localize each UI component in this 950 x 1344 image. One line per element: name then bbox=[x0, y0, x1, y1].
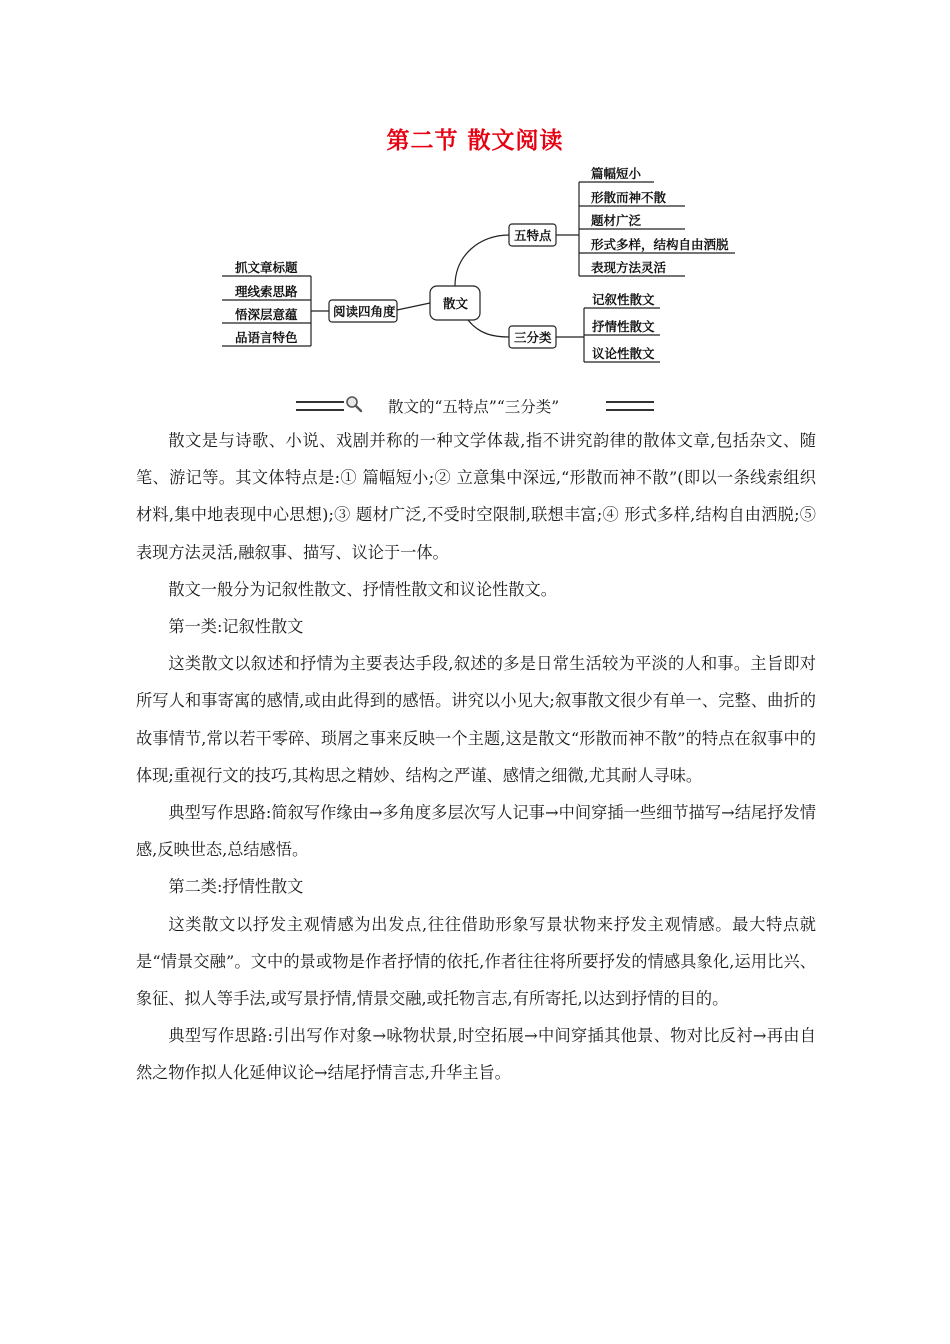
bottom-node: 三分类 bbox=[514, 330, 552, 345]
left-item: 悟深层意蕴 bbox=[235, 307, 298, 322]
paragraph: 散文是与诗歌、小说、戏剧并称的一种文学体裁,指不讲究韵律的散体文章,包括杂文、随笔、游记等。其文体特点是:① 篇幅短小;② 立意集中深远,“形散而神不散”(即以一条线索组织材料,集中地表现中心思想);③ 题材广泛,不受时空限制,联想丰富;④ 形式多样,结构自由洒脱;⑤ 表现方法灵活,融叙事、描写、议论于一体。 bbox=[136, 431, 816, 562]
bottom-item: 议论性散文 bbox=[592, 346, 655, 361]
section-heading bbox=[0, 395, 950, 417]
subheading: 第一类:记叙性散文 bbox=[168, 617, 304, 637]
body-text bbox=[136, 422, 816, 1092]
section-heading-text: 散文的“五特点”“三分类” bbox=[388, 398, 560, 416]
top-item: 题材广泛 bbox=[591, 213, 642, 228]
paragraph: 典型写作思路:简叙写作缘由→多角度多层次写人记事→中间穿插一些细节描写→结尾抒发情感,反映世态,总结感悟。 bbox=[136, 803, 816, 860]
left-item: 品语言特色 bbox=[235, 330, 298, 345]
top-node: 五特点 bbox=[514, 228, 552, 243]
bottom-item: 记叙性散文 bbox=[592, 292, 655, 307]
mind-map bbox=[0, 0, 950, 380]
subheading: 第二类:抒情性散文 bbox=[168, 877, 304, 897]
heading-rule-right bbox=[606, 401, 654, 411]
center-node: 散文 bbox=[443, 296, 469, 311]
paragraph: 这类散文以叙述和抒情为主要表达手段,叙述的多是日常生活较为平淡的人和事。主旨即对所写人和事寄寓的感情,或由此得到的感悟。讲究以小见大;叙事散文很少有单一、完整、曲折的故事情节,常以若干零碎、琐屑之事来反映一个主题,这是散文“形散而神不散”的特点在叙事中的体现;重视行文的技巧,其构思之精妙、结构之严谨、感情之细微,尤其耐人寻味。 bbox=[136, 654, 816, 785]
top-item: 篇幅短小 bbox=[591, 166, 642, 181]
paragraph: 散文一般分为记叙性散文、抒情性散文和议论性散文。 bbox=[168, 579, 557, 599]
top-item: 表现方法灵活 bbox=[591, 260, 667, 275]
page-title: 第二节 散文阅读 bbox=[386, 128, 564, 154]
left-item: 理线索思路 bbox=[235, 284, 298, 299]
magnifier-icon bbox=[345, 395, 363, 413]
left-node: 阅读四角度 bbox=[333, 304, 396, 319]
top-item: 形散而神不散 bbox=[591, 190, 667, 205]
left-item: 抓文章标题 bbox=[235, 260, 298, 275]
heading-rule-left bbox=[296, 401, 344, 411]
bottom-item: 抒情性散文 bbox=[592, 319, 655, 334]
paragraph: 这类散文以抒发主观情感为出发点,往往借助形象写景状物来抒发主观情感。最大特点就是“情景交融”。文中的景或物是作者抒情的依托,作者往往将所要抒发的情感具象化,运用比兴、象征、拟人等手法,或写景抒情,情景交融,或托物言志,有所寄托,以达到抒情的目的。 bbox=[136, 914, 816, 1009]
paragraph: 典型写作思路:引出写作对象→咏物状景,时空拓展→中间穿插其他景、物对比反衬→再由自然之物作拟人化延伸议论→结尾抒情言志,升华主旨。 bbox=[136, 1026, 816, 1083]
top-item: 形式多样，结构自由洒脱 bbox=[591, 237, 729, 252]
